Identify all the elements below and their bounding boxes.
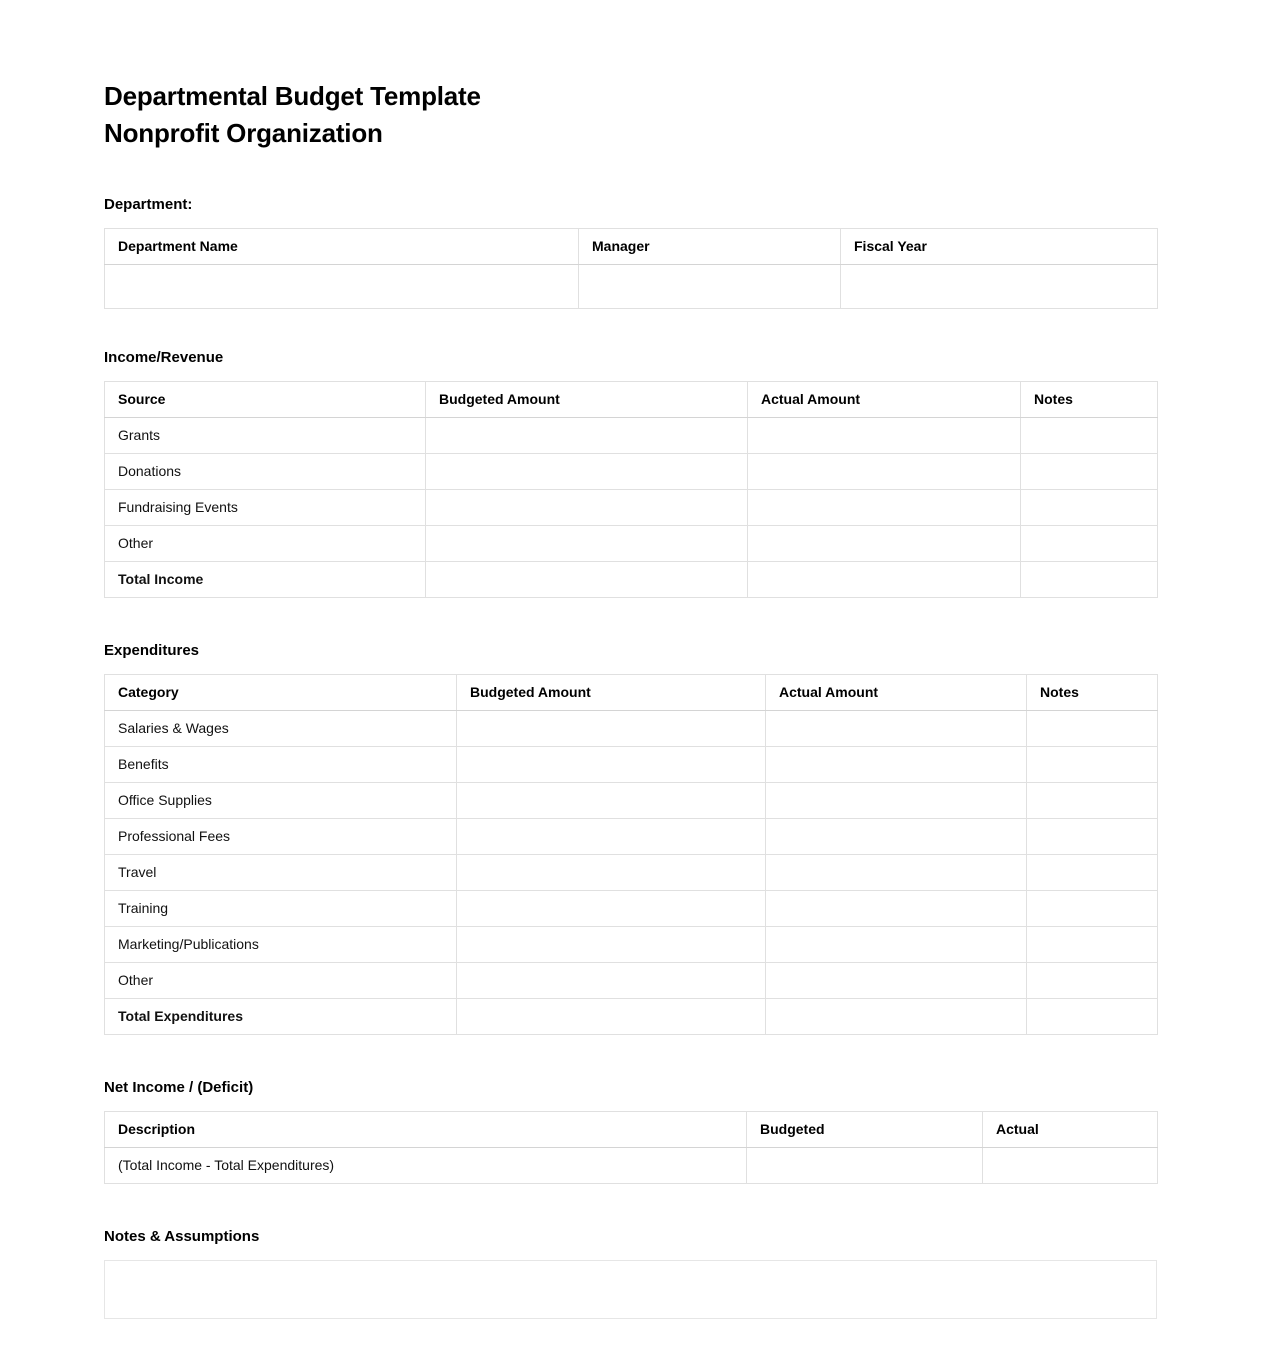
cell-source: Donations bbox=[105, 453, 426, 489]
column-header-category: Category bbox=[105, 674, 457, 710]
cell-budgeted-amount[interactable] bbox=[457, 890, 766, 926]
page-title bbox=[104, 78, 1157, 152]
cell-department-name[interactable] bbox=[105, 264, 579, 308]
table-row bbox=[105, 710, 1158, 746]
column-header-actual-amount: Actual Amount bbox=[748, 381, 1021, 417]
column-header-actual: Actual bbox=[983, 1111, 1158, 1147]
spacer bbox=[104, 152, 1157, 196]
cell-category: Office Supplies bbox=[105, 782, 457, 818]
notes-section-heading: Notes & Assumptions bbox=[104, 1227, 260, 1245]
page-title-line-1: Departmental Budget Template bbox=[104, 81, 481, 111]
table-row bbox=[105, 818, 1158, 854]
cell-category: Professional Fees bbox=[105, 818, 457, 854]
table-header-row bbox=[105, 381, 1158, 417]
table-row bbox=[105, 782, 1158, 818]
income-section-heading: Income/Revenue bbox=[104, 348, 224, 366]
cell-actual-amount[interactable] bbox=[766, 746, 1027, 782]
column-header-notes: Notes bbox=[1021, 381, 1158, 417]
cell-actual-amount[interactable] bbox=[748, 525, 1021, 561]
cell-actual-amount[interactable] bbox=[766, 998, 1027, 1034]
cell-budgeted-amount[interactable] bbox=[426, 453, 748, 489]
cell-budgeted-amount[interactable] bbox=[457, 818, 766, 854]
spacer bbox=[104, 598, 1157, 642]
cell-notes[interactable] bbox=[1027, 818, 1158, 854]
cell-category: Other bbox=[105, 962, 457, 998]
column-header-budgeted-amount: Budgeted Amount bbox=[426, 381, 748, 417]
cell-actual-amount[interactable] bbox=[748, 417, 1021, 453]
table-row bbox=[105, 890, 1158, 926]
table-row bbox=[105, 962, 1158, 998]
column-header-source: Source bbox=[105, 381, 426, 417]
cell-notes[interactable] bbox=[1027, 890, 1158, 926]
cell-actual-amount[interactable] bbox=[766, 926, 1027, 962]
cell-budgeted-amount[interactable] bbox=[457, 746, 766, 782]
cell-actual-amount[interactable] bbox=[766, 818, 1027, 854]
cell-category: Benefits bbox=[105, 746, 457, 782]
table-row bbox=[105, 1147, 1158, 1183]
spacer bbox=[104, 214, 1157, 228]
cell-budgeted-amount[interactable] bbox=[457, 854, 766, 890]
cell-category: Training bbox=[105, 890, 457, 926]
column-header-manager: Manager bbox=[579, 228, 841, 264]
net-income-section-heading: Net Income / (Deficit) bbox=[104, 1078, 254, 1096]
cell-notes[interactable] bbox=[1021, 561, 1158, 597]
cell-budgeted-amount[interactable] bbox=[426, 525, 748, 561]
table-row bbox=[105, 854, 1158, 890]
cell-budgeted-amount[interactable] bbox=[457, 926, 766, 962]
cell-notes[interactable] bbox=[1021, 453, 1158, 489]
table-row bbox=[105, 264, 1158, 308]
department-table bbox=[104, 228, 1158, 309]
cell-source: Grants bbox=[105, 417, 426, 453]
spacer bbox=[104, 1246, 1157, 1260]
cell-notes[interactable] bbox=[1027, 854, 1158, 890]
table-header-row bbox=[105, 228, 1158, 264]
cell-actual-amount[interactable] bbox=[766, 854, 1027, 890]
cell-actual-amount[interactable] bbox=[748, 453, 1021, 489]
cell-notes[interactable] bbox=[1027, 926, 1158, 962]
cell-fiscal-year[interactable] bbox=[841, 264, 1158, 308]
expenditures-section-heading: Expenditures bbox=[104, 641, 200, 659]
cell-budgeted-amount[interactable] bbox=[457, 710, 766, 746]
cell-budgeted[interactable] bbox=[747, 1147, 983, 1183]
table-header-row bbox=[105, 1111, 1158, 1147]
table-row bbox=[105, 561, 1158, 597]
net-income-table bbox=[104, 1111, 1158, 1184]
cell-category: Marketing/Publications bbox=[105, 926, 457, 962]
cell-actual-amount[interactable] bbox=[766, 710, 1027, 746]
cell-notes[interactable] bbox=[1021, 525, 1158, 561]
cell-source: Total Income bbox=[105, 561, 426, 597]
spacer bbox=[104, 660, 1157, 674]
cell-notes[interactable] bbox=[1027, 998, 1158, 1034]
column-header-fiscal-year: Fiscal Year bbox=[841, 228, 1158, 264]
page-title-line-2: Nonprofit Organization bbox=[104, 117, 383, 148]
table-row bbox=[105, 525, 1158, 561]
cell-actual-amount[interactable] bbox=[766, 890, 1027, 926]
spacer bbox=[104, 309, 1157, 349]
table-row bbox=[105, 746, 1158, 782]
cell-source: Other bbox=[105, 525, 426, 561]
cell-budgeted-amount[interactable] bbox=[457, 782, 766, 818]
cell-source: Fundraising Events bbox=[105, 489, 426, 525]
cell-budgeted-amount[interactable] bbox=[426, 561, 748, 597]
cell-actual-amount[interactable] bbox=[766, 962, 1027, 998]
cell-notes[interactable] bbox=[1027, 962, 1158, 998]
cell-notes[interactable] bbox=[1027, 782, 1158, 818]
notes-assumptions-input[interactable] bbox=[104, 1260, 1157, 1319]
income-table-body bbox=[105, 417, 1158, 597]
expenditures-table-body bbox=[105, 710, 1158, 1034]
cell-notes[interactable] bbox=[1021, 417, 1158, 453]
column-header-actual-amount: Actual Amount bbox=[766, 674, 1027, 710]
column-header-budgeted: Budgeted bbox=[747, 1111, 983, 1147]
income-table bbox=[104, 381, 1158, 598]
cell-budgeted-amount[interactable] bbox=[457, 962, 766, 998]
cell-budgeted-amount[interactable] bbox=[457, 998, 766, 1034]
column-header-description: Description bbox=[105, 1111, 747, 1147]
cell-notes[interactable] bbox=[1027, 746, 1158, 782]
cell-category: Salaries & Wages bbox=[105, 710, 457, 746]
spacer bbox=[104, 1035, 1157, 1079]
table-row bbox=[105, 417, 1158, 453]
spacer bbox=[104, 1184, 1157, 1228]
cell-actual[interactable] bbox=[983, 1147, 1158, 1183]
cell-actual-amount[interactable] bbox=[748, 561, 1021, 597]
cell-budgeted-amount[interactable] bbox=[426, 489, 748, 525]
column-header-notes: Notes bbox=[1027, 674, 1158, 710]
net-income-table-body bbox=[105, 1147, 1158, 1183]
column-header-department-name: Department Name bbox=[105, 228, 579, 264]
cell-actual-amount[interactable] bbox=[748, 489, 1021, 525]
table-header-row bbox=[105, 674, 1158, 710]
cell-category: Travel bbox=[105, 854, 457, 890]
spacer bbox=[104, 1097, 1157, 1111]
table-row bbox=[105, 489, 1158, 525]
cell-notes[interactable] bbox=[1027, 710, 1158, 746]
cell-manager[interactable] bbox=[579, 264, 841, 308]
cell-description: (Total Income - Total Expenditures) bbox=[105, 1147, 747, 1183]
cell-category: Total Expenditures bbox=[105, 998, 457, 1034]
column-header-budgeted-amount: Budgeted Amount bbox=[457, 674, 766, 710]
table-row bbox=[105, 998, 1158, 1034]
cell-notes[interactable] bbox=[1021, 489, 1158, 525]
cell-budgeted-amount[interactable] bbox=[426, 417, 748, 453]
table-row bbox=[105, 453, 1158, 489]
expenditures-table bbox=[104, 674, 1158, 1035]
spacer bbox=[104, 367, 1157, 381]
department-section-heading: Department: bbox=[104, 195, 193, 213]
cell-actual-amount[interactable] bbox=[766, 782, 1027, 818]
table-row bbox=[105, 926, 1158, 962]
